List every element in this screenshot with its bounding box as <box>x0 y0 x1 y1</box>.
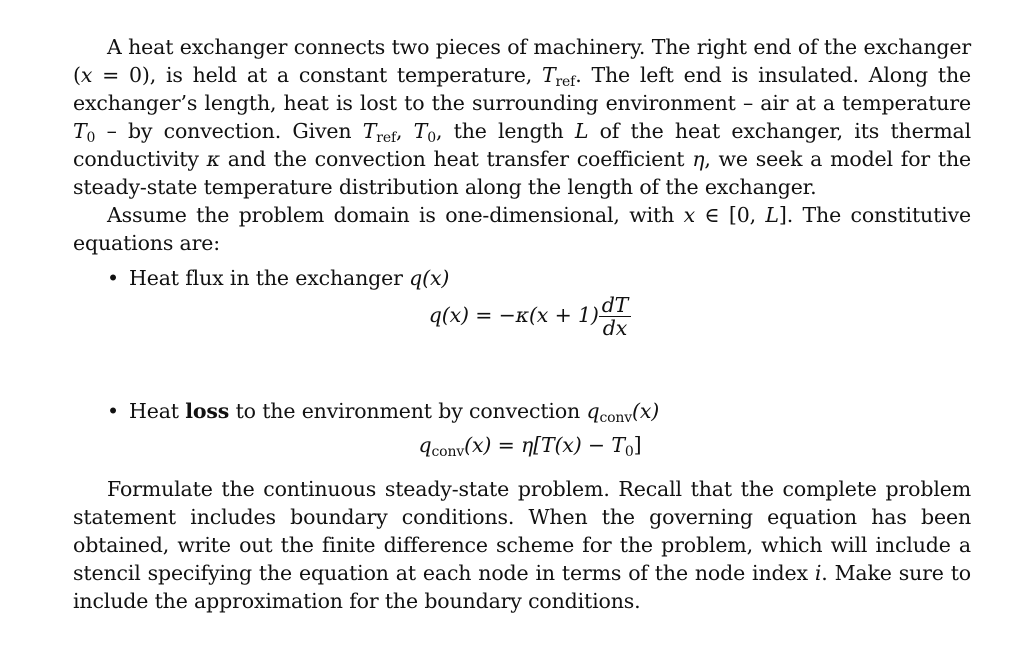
task-paragraph <box>73 475 971 615</box>
ref-subscript: ref <box>555 74 576 90</box>
conv-subscript: conv <box>599 410 633 426</box>
convection-label-a: Heat <box>129 399 186 423</box>
intro-text-a: A heat exchanger connects two pieces of machinery. The right end of the exchanger ( <box>73 35 971 87</box>
kappa-symbol: κ <box>206 147 220 171</box>
loss-emphasis: loss <box>185 399 230 423</box>
intro-text-i: , we seek a model for the steady-state temperature distribution along the length of the exchanger. <box>73 147 971 199</box>
intro-text-f: , the length <box>435 119 575 143</box>
heat-flux-label: Heat flux in the exchanger <box>129 266 410 290</box>
heat-flux-lhs: q(x) = −κ(x + 1) <box>428 303 599 327</box>
bullet-convection <box>107 397 971 426</box>
domain-x-symbol: x <box>683 203 695 227</box>
convection-eq-function: q <box>418 433 432 457</box>
domain-text-c: ]. The constitutive equations are: <box>73 203 972 255</box>
x-symbol: x <box>80 63 93 87</box>
heat-flux-equation <box>73 294 971 339</box>
domain-length-symbol: L <box>765 203 779 227</box>
convection-eq-close: ] <box>633 433 642 457</box>
heat-flux-function: q <box>409 266 423 290</box>
problem-statement <box>73 33 971 615</box>
t-ref-symbol-2: T <box>362 119 377 143</box>
derivative-fraction <box>599 294 632 339</box>
intro-text-b: = 0), is held at a constant temperature, <box>92 63 542 87</box>
intro-text-c: . The left end is insulated. Along the exchanger’s length, heat is lost to the surrounding environment – air at a temperature <box>73 63 972 115</box>
intro-text-d: – by convection. Given <box>95 119 363 143</box>
intro-text-g: of the heat exchanger, its thermal conductivity <box>73 119 971 171</box>
t0-symbol-2: T <box>413 119 428 143</box>
length-symbol: L <box>574 119 589 143</box>
ref-subscript-2: ref <box>376 130 396 146</box>
task-text-a: Formulate the continuous steady-state problem. Recall that the complete problem statement includes boundary conditions. When the governing equation has been obtained, write out the finite difference scheme for the problem, which will include a stencil specifying the equation at each node in terms of the node index <box>73 477 971 585</box>
intro-text-h: and the convection heat transfer coefficient <box>219 147 693 171</box>
derivative-numerator: dT <box>599 294 632 317</box>
bullet-point: • <box>107 266 119 290</box>
t0-symbol: T <box>73 119 87 143</box>
convection-eq-rhs: (x) = η[T(x) − T <box>464 433 625 457</box>
bullet-heat-flux <box>107 264 971 292</box>
domain-text-b: ∈ [0, <box>695 203 766 227</box>
domain-paragraph <box>73 201 971 257</box>
convection-equation <box>73 431 971 459</box>
eta-symbol: η <box>692 147 705 171</box>
zero-subscript: 0 <box>86 130 96 146</box>
bullet-point-2: • <box>107 399 119 423</box>
convection-eq-zero: 0 <box>624 444 634 460</box>
zero-subscript-2: 0 <box>427 130 436 146</box>
task-text-b: . Make sure to include the approximation for the boundary conditions. <box>73 561 971 613</box>
node-index-symbol: i <box>814 561 822 585</box>
heat-flux-argument: (x) <box>422 266 450 290</box>
derivative-denominator: dx <box>602 316 628 340</box>
domain-text-a: Assume the problem domain is one-dimensional, with <box>107 203 684 227</box>
convection-argument: (x) <box>632 399 660 423</box>
intro-paragraph <box>73 33 971 201</box>
t-ref-symbol: T <box>541 63 556 87</box>
intro-text-e: , <box>396 119 414 143</box>
convection-eq-subscript: conv <box>431 444 465 460</box>
convection-label-b: to the environment by convection <box>229 399 587 423</box>
convection-function: q <box>586 399 600 423</box>
